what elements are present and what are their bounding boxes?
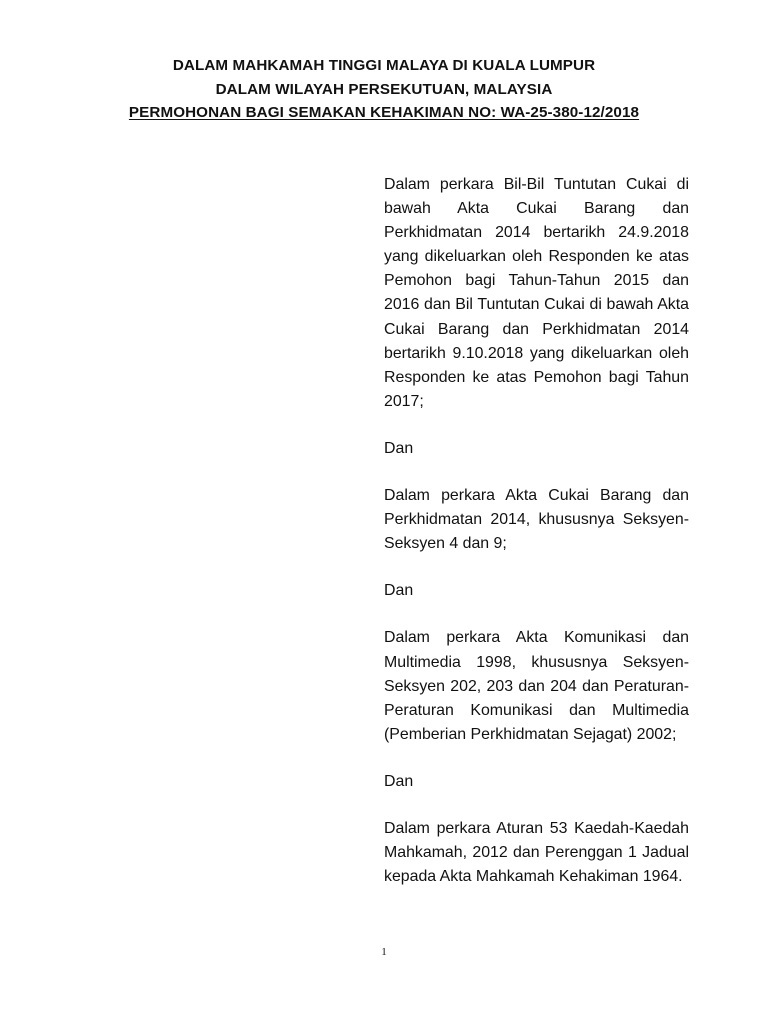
spacer [384, 556, 689, 579]
court-title: DALAM MAHKAMAH TINGGI MALAYA DI KUALA LUMPUR [172, 57, 596, 74]
case-header [0, 54, 768, 125]
matter-paragraph-gst-act: Dalam perkara Akta Cukai Barang dan Perkhidmatan 2014, khususnya Seksyen-Seksyen 4 dan 9; [384, 487, 689, 553]
spacer [384, 461, 689, 484]
spacer [384, 414, 689, 437]
case-number: PERMOHONAN BAGI SEMAKAN KEHAKIMAN NO: WA-25-380-12/2018 [128, 104, 640, 121]
conjunction-dan: Dan [384, 772, 414, 790]
spacer [384, 747, 689, 770]
matter-column [384, 173, 689, 889]
spacer [384, 794, 689, 817]
matter-paragraph-tax-bills: Dalam perkara Bil-Bil Tuntutan Cukai di bawah Akta Cukai Barang dan Perkhidmatan 2014 bertarikh 24.9.2018 yang dikeluarkan oleh Responden ke atas Pemohon bagi Tahun-Tahun 2015 dan 2016 dan Bil Tuntutan Cukai di bawah Akta Cukai Barang dan Perkhidmatan 2014 bertarikh 9.10.2018 yang dikeluarkan oleh Responden ke atas Pemohon bagi Tahun 2017; [384, 176, 689, 410]
matter-paragraph-multimedia-act: Dalam perkara Akta Komunikasi dan Multimedia 1998, khususnya Seksyen-Seksyen 202, 203 dan 204 dan Peraturan-Peraturan Komunikasi dan Multimedia (Pemberian Perkhidmatan Sejagat) 2002; [384, 629, 689, 743]
conjunction-dan: Dan [384, 582, 414, 600]
spacer [384, 603, 689, 626]
conjunction-dan: Dan [384, 439, 414, 457]
page-number: 1 [381, 946, 387, 958]
court-jurisdiction: DALAM WILAYAH PERSEKUTUAN, MALAYSIA [215, 80, 553, 98]
matter-paragraph-court-rules: Dalam perkara Aturan 53 Kaedah-Kaedah Mahkamah, 2012 dan Perenggan 1 Jadual kepada Akta Mahkamah Kehakiman 1964. [384, 819, 689, 886]
